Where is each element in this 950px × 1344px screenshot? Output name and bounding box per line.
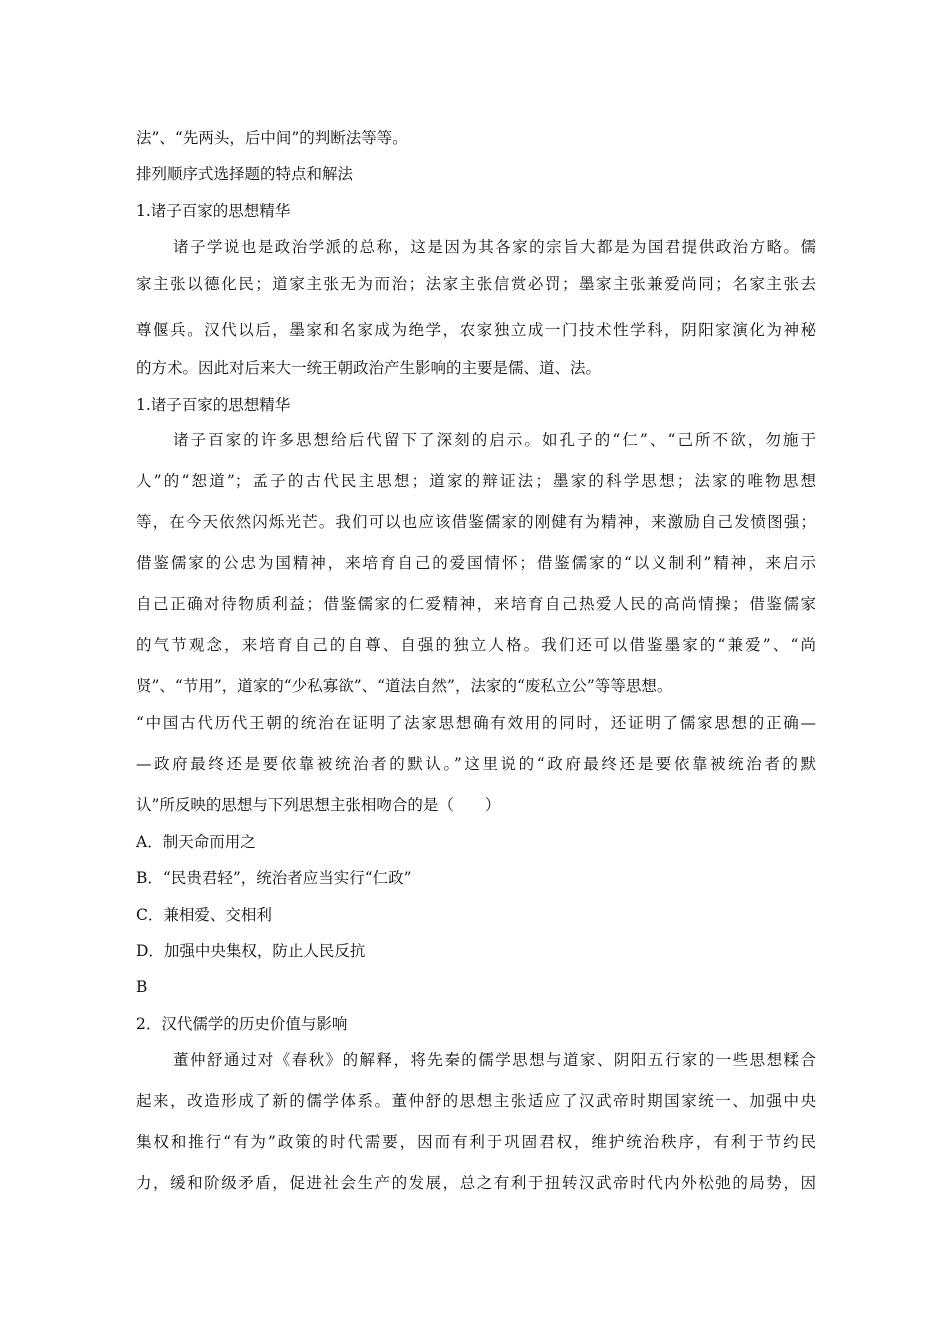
- answer: B: [136, 978, 148, 996]
- option-d: D．加强中央集权，防止人民反抗: [136, 942, 366, 960]
- section-heading: 排列顺序式选择题的特点和解法: [136, 165, 354, 183]
- paragraph-line: 人”的“恕道”；孟子的古代民主思想；道家的辩证法；墨家的科学思想；法家的唯物思想: [136, 472, 816, 490]
- paragraph-line: 起来，改造形成了新的儒学体系。董仲舒的思想主张适应了汉武帝时期国家统一、加强中央: [136, 1092, 816, 1110]
- option-b: B．“民贵君轻”，统治者应当实行“仁政”: [136, 869, 412, 887]
- paragraph-line: 借鉴儒家的公忠为国精神，来培育自己的爱国情怀；借鉴儒家的“以义制利”精神，来启示: [136, 554, 816, 572]
- paragraph-line: 尊偃兵。汉代以后，墨家和名家成为绝学，农家独立成一门技术性学科，阴阳家演化为神秘: [136, 321, 816, 339]
- paragraph-line: 家主张以德化民；道家主张无为而治；法家主张信赏必罚；墨家主张兼爱尚同；名家主张去: [136, 275, 816, 293]
- section-heading: 1.诸子百家的思想精华: [136, 396, 291, 414]
- option-a: A．制天命而用之: [136, 833, 256, 851]
- section-heading: 1.诸子百家的思想精华: [136, 202, 291, 220]
- paragraph-line: 贤”、“节用”，道家的“少私寡欲”、“道法自然”，法家的“废私立公”等等思想。: [136, 677, 673, 695]
- paragraph-line: 集权和推行“有为”政策的时代需要，因而有利于巩固君权，维护统治秩序，有利于节约民: [136, 1133, 816, 1151]
- question-line: “中国古代历代王朝的统治在证明了法家思想确有效用的同时，还证明了儒家思想的正确—: [136, 714, 816, 732]
- paragraph-line: 等，在今天依然闪烁光芒。我们可以也应该借鉴儒家的刚健有为精神，来激励自己发愤图强；: [136, 513, 816, 531]
- paragraph-line: 诸子百家的许多思想给后代留下了深刻的启示。如孔子的“仁”、“己所不欲，勿施于: [173, 431, 816, 449]
- paragraph-line: 的方术。因此对后来大一统王朝政治产生影响的主要是儒、道、法。: [136, 359, 602, 377]
- paragraph-line: 的气节观念，来培育自己的自尊、自强的独立人格。我们还可以借鉴墨家的“兼爱”、“尚: [136, 636, 816, 654]
- question-line: 认”所反映的思想与下列思想主张相吻合的是（ ）: [136, 796, 501, 814]
- text-line: 法”、“先两头，后中间”的判断法等等。: [136, 129, 408, 147]
- question-line: —政府最终还是要依靠被统治者的默认。”这里说的“政府最终还是要依靠被统治者的默: [136, 755, 816, 773]
- section-heading: 2．汉代儒学的历史价值与影响: [136, 1015, 348, 1033]
- paragraph-line: 自己正确对待物质利益；借鉴儒家的仁爱精神，来培育自己热爱人民的高尚情操；借鉴儒家: [136, 595, 816, 613]
- option-c: C．兼相爱、交相利: [136, 906, 272, 924]
- paragraph-line: 力，缓和阶级矛盾，促进社会生产的发展，总之有利于扭转汉武帝时代内外松弛的局势，因: [136, 1174, 816, 1192]
- paragraph-line: 董仲舒通过对《春秋》的解释，将先秦的儒学思想与道家、阴阳五行家的一些思想糅合: [173, 1051, 816, 1069]
- paragraph-line: 诸子学说也是政治学派的总称，这是因为其各家的宗旨大都是为国君提供政治方略。儒: [173, 238, 816, 256]
